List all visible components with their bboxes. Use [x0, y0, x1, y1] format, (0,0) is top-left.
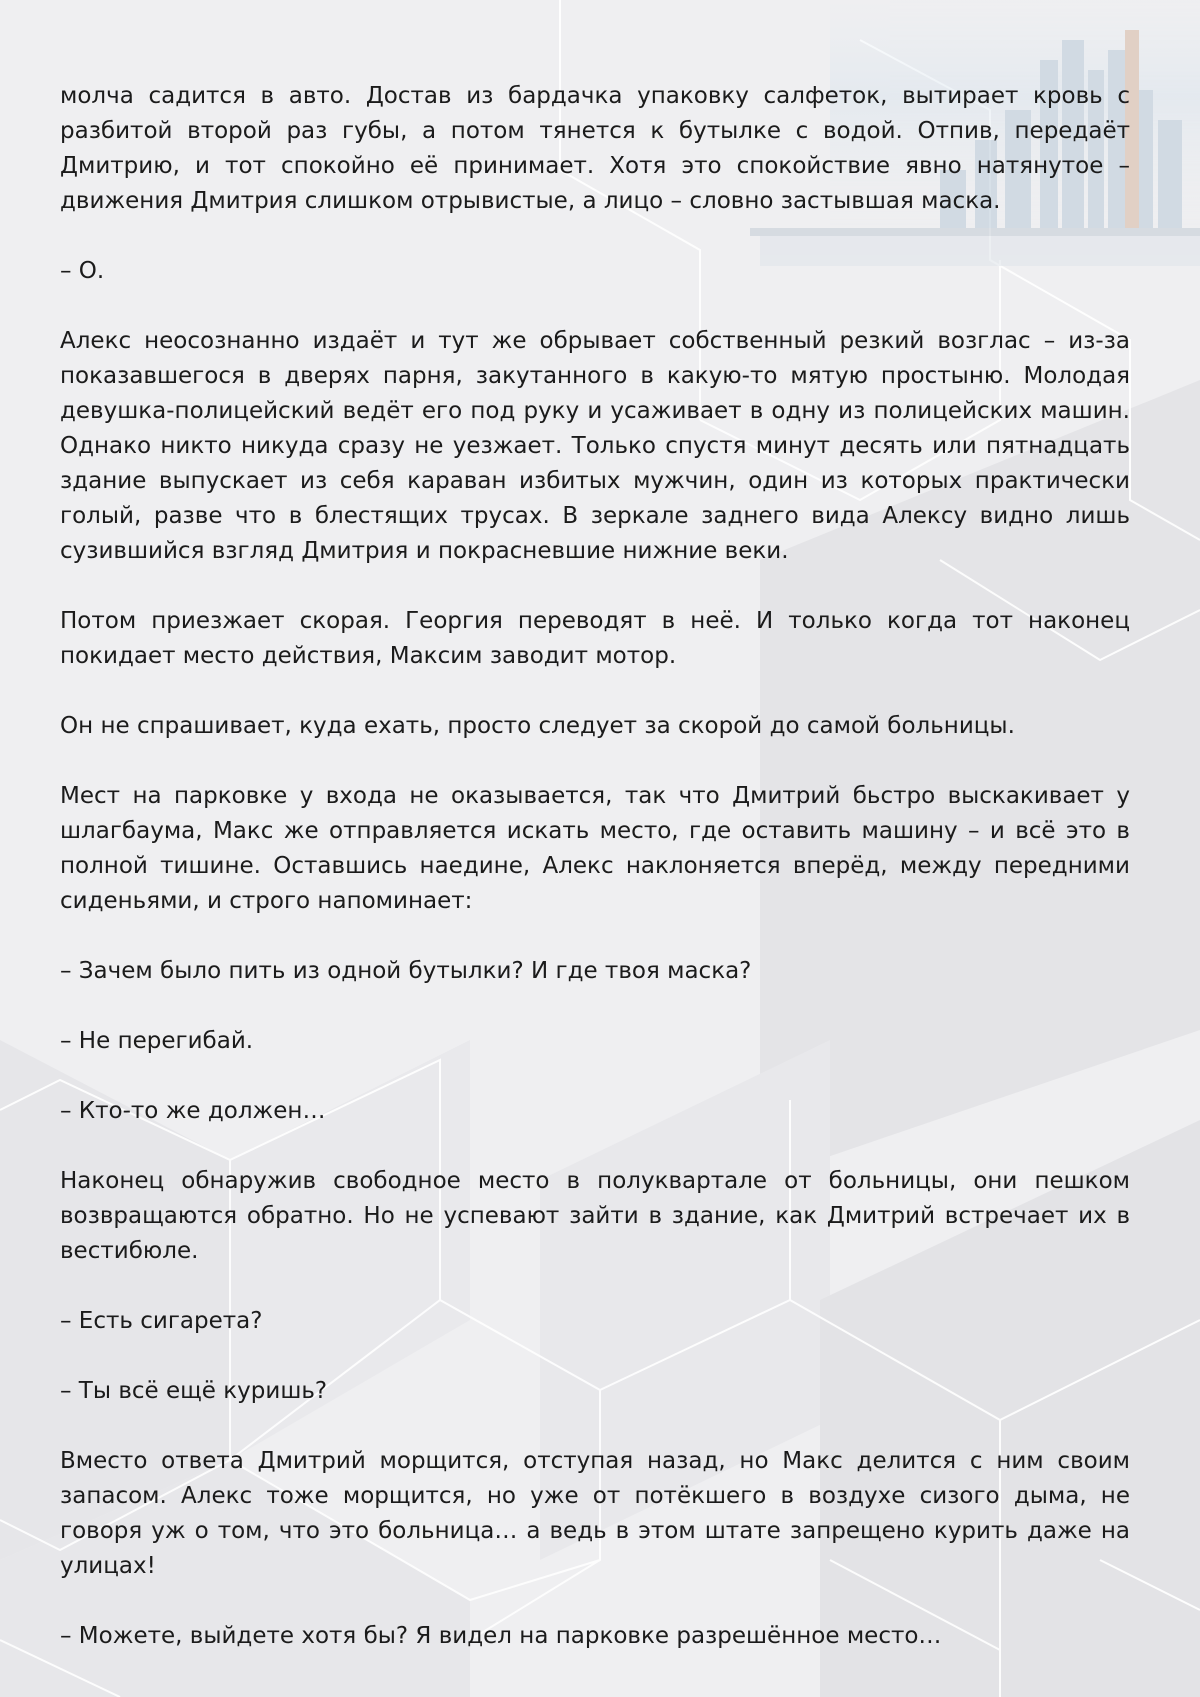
paragraph: Потом приезжает скорая. Георгия переводят в неё. И только когда тот наконец покидает место действия, Максим заводит мотор. [60, 608, 1130, 669]
paragraph: Он не спрашивает, куда ехать, просто следует за скорой до самой больницы. [60, 713, 1015, 739]
dialogue-line: – Ты всё ещё куришь? [60, 1378, 328, 1404]
dialogue-line: – Не перегибай. [60, 1028, 254, 1054]
dialogue-line: – Есть сигарета? [60, 1308, 263, 1334]
dialogue-line: – Зачем было пить из одной бутылки? И где твоя маска? [60, 958, 752, 984]
dialogue-line: – О. [60, 258, 105, 284]
paragraph: Наконец обнаружив свободное место в полуквартале от больницы, они пешком возвращаются обратно. Но не успевают зайти в здание, как Дмитрий встречает их в вестибюле. [60, 1168, 1130, 1264]
paragraph: Вместо ответа Дмитрий морщится, отступая назад, но Макс делится с ним своим запасом. Алекс тоже морщится, но уже от потёкшего в воздухе сизого дыма, не говоря уж о том, что это больница… а ведь в этом штате запрещено курить даже на улицах! [60, 1448, 1130, 1579]
paragraph: молча садится в авто. Достав из бардачка упаковку салфеток, вытирает кровь с разбитой второй раз губы, а потом тянется к бутылке с водой. Отпив, передаёт Дмитрию, и тот спокойно её принимает. Хотя это спокойствие явно натянутое – движения Дмитрия слишком отрывистые, а лицо – словно застывшая маска. [60, 83, 1130, 214]
paragraph: Мест на парковке у входа не оказывается, так что Дмитрий бьстро выскакивает у шлагбаума, Макс же отправляется искать место, где оставить машину – и всё это в полной тишине. Оставшись наедине, Алекс наклоняется вперёд, между передними сиденьями, и строго напоминает: [60, 783, 1130, 914]
page-text [60, 79, 1130, 1689]
dialogue-line: – Кто-то же должен… [60, 1098, 326, 1124]
dialogue-line: – Можете, выйдете хотя бы? Я видел на парковке разрешённое место… [60, 1623, 942, 1649]
paragraph: Алекс неосознанно издаёт и тут же обрывает собственный резкий возглас – из-за показавшегося в дверях парня, закутанного в какую-то мятую простыню. Молодая девушка-полицейский ведёт его под руку и усаживает в одну из полицейских машин. Однако никто никуда сразу не уезжает. Только спустя минут десять или пятнадцать здание выпускает из себя караван избитых мужчин, один из которых практически голый, разве что в блестящих трусах. В зеркале заднего вида Алексу видно лишь сузившийся взгляд Дмитрия и покрасневшие нижние веки. [60, 328, 1130, 564]
